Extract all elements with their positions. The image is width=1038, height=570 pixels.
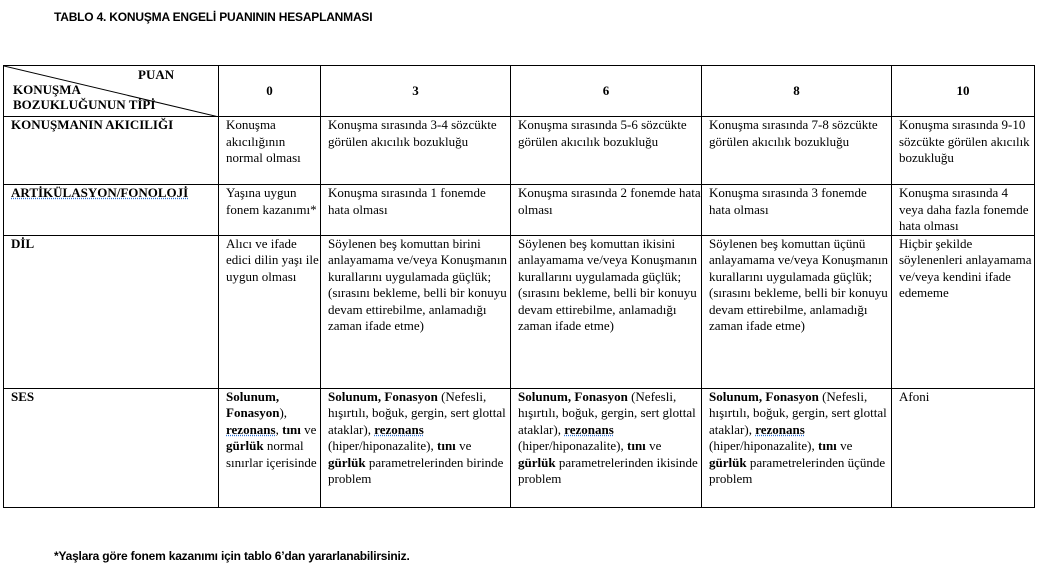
- table-cell: Söylenen beş komuttan birini anlayamama ve/veya Konuşmanın kurallarını uygulamada güçlük; (sırasını bekleme, belli bir konuyu devam ettirebilme, anlamadığı zaman ifade etme): [321, 235, 511, 388]
- table-cell: Afoni: [892, 388, 1035, 507]
- cell-term: Fonasyon: [226, 405, 280, 420]
- cell-text: ,: [377, 388, 385, 404]
- cell-text: parametrelerinden ikisinde problem: [518, 454, 698, 486]
- row-label-text: ARTİKÜLASYON/FONOLOJİ: [11, 185, 189, 200]
- table-cell: Söylenen beş komuttan ikisini anlayamama ve/veya Konuşmanın kurallarını uygulamada güçlük; (sırasını bekleme, belli bir konuyu devam ettirebilme, anlamadığı zaman ifade etme): [511, 235, 702, 388]
- cell-text: (Nefesli, hışırtılı, boğuk, gergin, sert glottal ataklar),: [328, 388, 506, 437]
- cell-term: Fonasyon: [574, 388, 628, 404]
- impairment-type-line1: KONUŞMA: [13, 82, 81, 97]
- table-cell: Konuşma sırasında 3-4 sözcükte görülen akıcılık bozukluğu: [321, 117, 511, 185]
- score-header-6: 6: [511, 66, 702, 117]
- row-label-fluency: KONUŞMANIN AKICILIĞI: [4, 117, 219, 185]
- table-title: TABLO 4. KONUŞMA ENGELİ PUANININ HESAPLANMASI: [54, 10, 373, 24]
- table-row: [4, 185, 1035, 236]
- score-header-0: 0: [219, 66, 321, 117]
- cell-text: ve: [645, 438, 662, 453]
- table-row: [4, 388, 1035, 507]
- cell-text: (hiper/hiponazalite),: [518, 438, 628, 453]
- cell-text: ,: [758, 388, 766, 404]
- footnote: *Yaşlara göre fonem kazanımı için tablo 6’dan yararlanabilirsiniz.: [54, 549, 410, 563]
- cell-text: ,: [275, 388, 280, 404]
- cell-term: tını: [818, 438, 837, 453]
- table-cell: Konuşma sırasında 3 fonemde hata olması: [702, 185, 892, 236]
- cell-term: Fonasyon: [384, 388, 438, 404]
- cell-term: rezonans: [755, 421, 805, 437]
- cell-text: parametrelerinden üçünde problem: [709, 454, 886, 486]
- table-cell: Konuşma sırasında 5-6 sözcükte görülen akıcılık bozukluğu: [511, 117, 702, 185]
- row-label-language: DİL: [4, 235, 219, 388]
- cell-text: ,: [567, 388, 575, 404]
- table-cell: Konuşma sırasında 9-10 sözcükte görülen akıcılık bozukluğu: [892, 117, 1035, 185]
- cell-text: parametrelerinden birinde problem: [328, 454, 504, 486]
- cell-text: (Nefesli, hışırtılı, boğuk, gergin, sert glottal ataklar),: [518, 388, 696, 437]
- table-cell: Söylenen beş komuttan üçünü anlayamama ve/veya Konuşmanın kurallarını uygulamada güçlük; (sırasını bekleme, belli bir konuyu devam ettirebilme, anlamadığı zaman ifade etme): [702, 235, 892, 388]
- table-cell: Konuşma sırasında 1 fonemde hata olması: [321, 185, 511, 236]
- cell-text: normal sınırlar içerisinde: [226, 438, 317, 470]
- table-cell: Konuşma sırasında 4 veya daha fazla fonemde hata olması: [892, 185, 1035, 236]
- cell-term: tını: [282, 421, 301, 437]
- table-cell: [702, 388, 892, 507]
- row-label-voice: SES: [4, 388, 219, 507]
- cell-term: rezonans: [374, 421, 424, 437]
- cell-text: (hiper/hiponazalite),: [709, 438, 819, 453]
- cell-term: gürlük: [518, 454, 556, 470]
- table-row: [4, 235, 1035, 388]
- cell-term: Fonasyon: [765, 388, 819, 404]
- table-cell: Hiçbir şekilde söylenenleri anlayamama ve/veya kendini ifade edememe: [892, 235, 1035, 388]
- header-row: [4, 66, 1035, 117]
- corner-header-cell: [4, 66, 219, 117]
- cell-term: gürlük: [709, 454, 747, 470]
- cell-term: gürlük: [226, 438, 264, 453]
- table-cell: Alıcı ve ifade edici dilin yaşı ile uygun olması: [219, 235, 321, 388]
- table-cell: [321, 388, 511, 507]
- score-axis-label: PUAN: [138, 67, 175, 82]
- impairment-type-label: [13, 82, 155, 112]
- cell-text: ve: [300, 421, 317, 437]
- table-cell: Yaşına uygun fonem kazanımı*: [219, 185, 321, 236]
- cell-term: tını: [627, 438, 646, 453]
- impairment-type-line2: BOZUKLUĞUNUN TİPİ: [13, 97, 156, 112]
- cell-text: ve: [455, 438, 472, 453]
- cell-text: (Nefesli, hışırtılı, boğuk, gergin, sert glottal ataklar),: [709, 388, 887, 437]
- cell-text: ,: [275, 421, 283, 437]
- table-cell: Konuşma akıcılığının normal olması: [219, 117, 321, 185]
- score-header-10: 10: [892, 66, 1035, 117]
- table-cell: [219, 388, 321, 507]
- cell-text: ve: [836, 438, 853, 453]
- cell-term: Solunum: [709, 388, 759, 404]
- table-row: [4, 117, 1035, 185]
- cell-term: rezonans: [226, 421, 276, 437]
- table-cell: [511, 388, 702, 507]
- cell-term: Solunum: [328, 388, 378, 404]
- cell-term: Solunum: [518, 388, 568, 404]
- cell-text: ),: [279, 405, 288, 420]
- table-cell: Konuşma sırasında 7-8 sözcükte görülen akıcılık bozukluğu: [702, 117, 892, 185]
- cell-term: rezonans: [564, 421, 614, 437]
- cell-term: gürlük: [328, 454, 366, 470]
- cell-text: (hiper/hiponazalite),: [328, 438, 438, 453]
- cell-term: Solunum: [226, 388, 276, 404]
- row-label-articulation: [4, 185, 219, 236]
- score-header-3: 3: [321, 66, 511, 117]
- speech-impairment-score-table: [3, 65, 1035, 508]
- score-header-8: 8: [702, 66, 892, 117]
- cell-term: tını: [437, 438, 456, 453]
- table-cell: Konuşma sırasında 2 fonemde hata olması: [511, 185, 702, 236]
